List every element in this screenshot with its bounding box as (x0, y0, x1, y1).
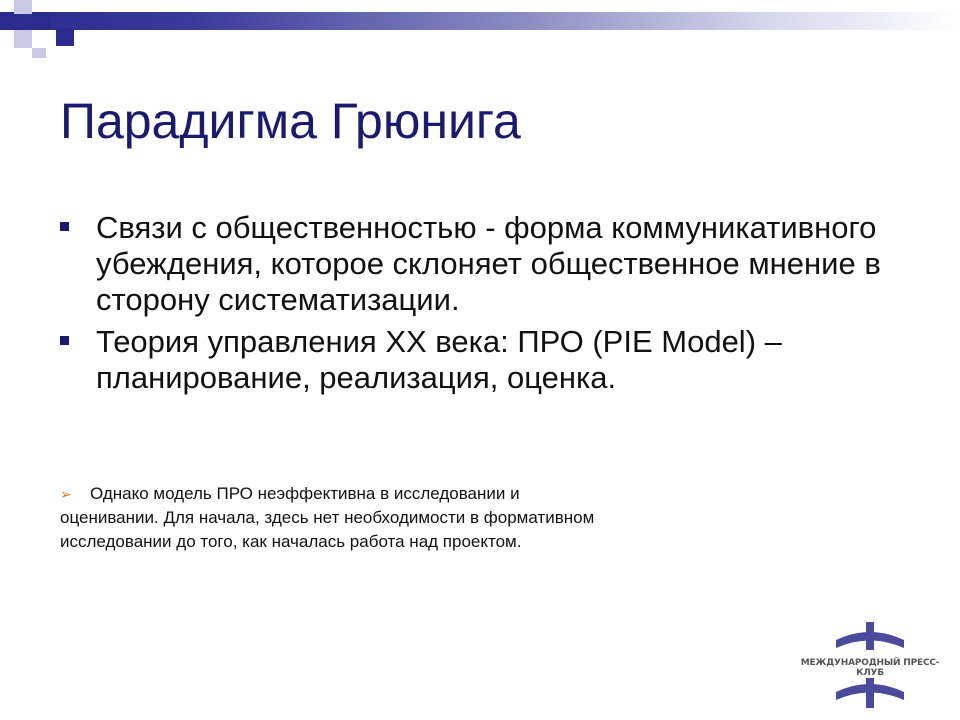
slide-title: Парадигма Грюнига (60, 93, 521, 149)
bullet-list (60, 210, 920, 402)
decor-square (32, 12, 50, 30)
bullet-marker-icon (60, 336, 69, 345)
press-club-logo (790, 620, 950, 712)
decor-square (14, 0, 32, 14)
bullet-text: Теория управления ХХ века: ПРО (PIE Model) – планирование, реализация, оценка. (96, 324, 782, 395)
decor-square (14, 30, 32, 48)
logo-text: МЕЖДУНАРОДНЫЙ ПРЕСС-КЛУБ (800, 658, 940, 678)
arrow-bullet-icon: ➢ (60, 486, 72, 502)
decor-square (32, 48, 46, 58)
header-gradient-band (0, 12, 960, 30)
bullet-marker-icon (60, 222, 69, 231)
decor-square (56, 28, 74, 46)
bullet-item (60, 210, 920, 318)
note-paragraph (60, 482, 620, 554)
note-text: Однако модель ПРО неэффективна в исследовании и оценивании. Для начала, здесь нет необходимости в формативном исследовании до того, как началась работа над проектом. (60, 484, 595, 551)
bullet-text: Связи с общественностью - форма коммуникативного убеждения, которое склоняет общественное мнение в сторону систематизации. (96, 210, 881, 317)
bullet-item (60, 324, 920, 396)
